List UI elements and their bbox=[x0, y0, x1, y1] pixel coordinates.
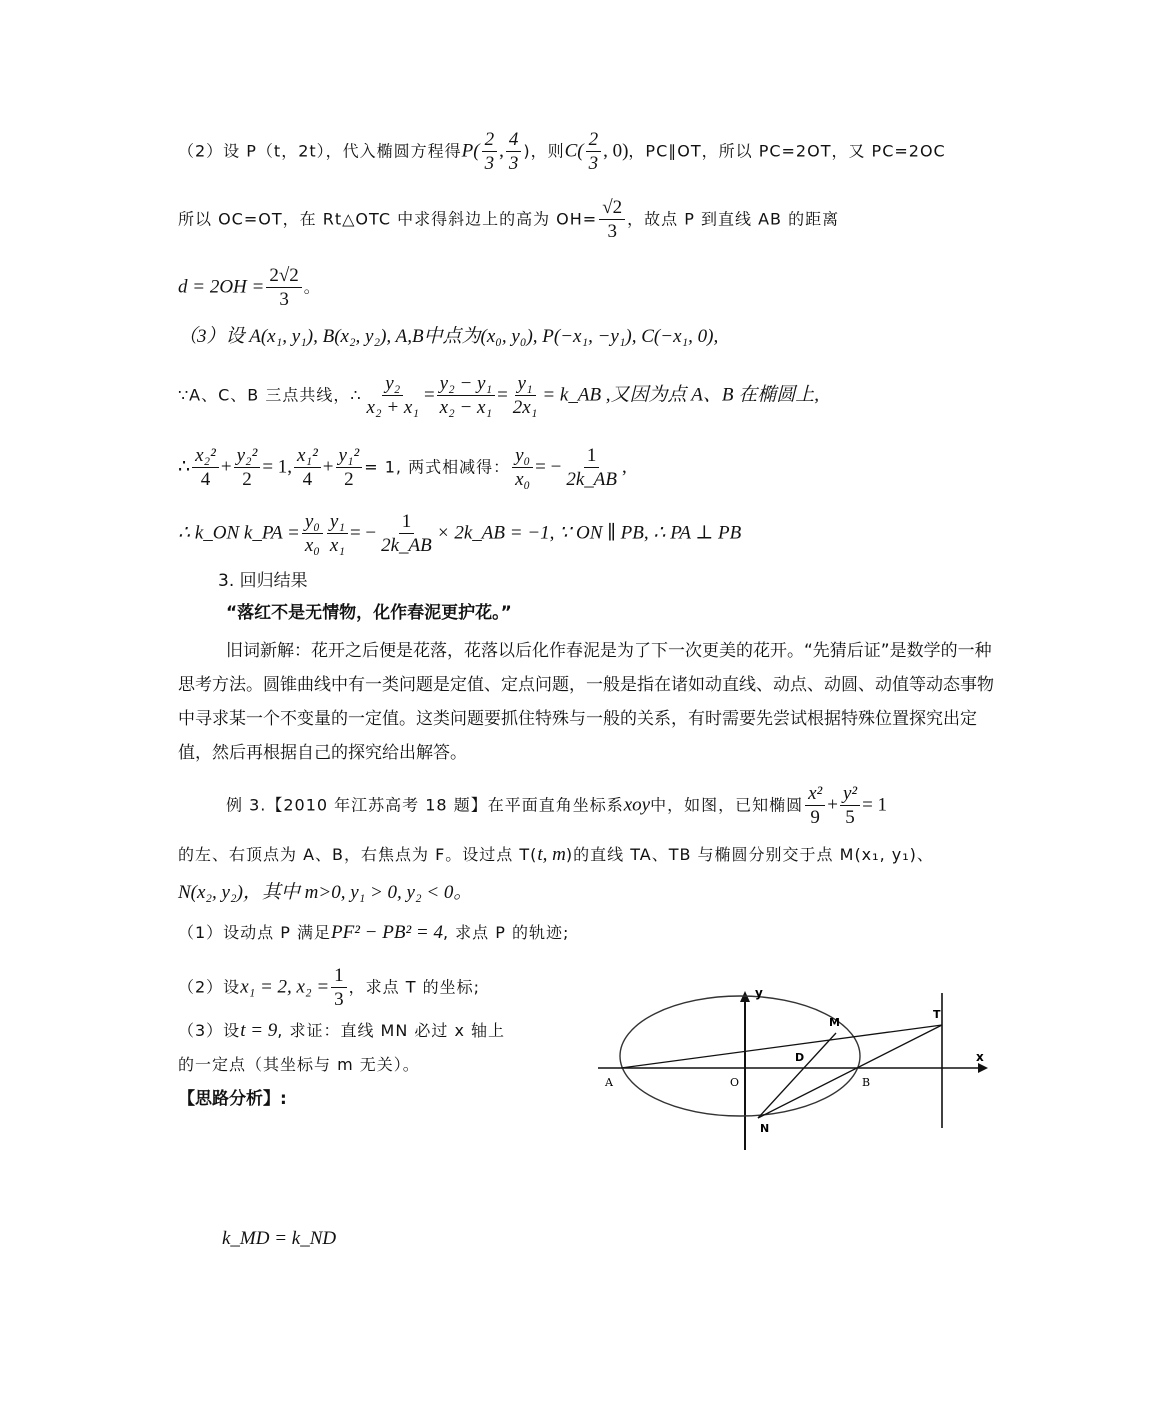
p3-line-4: ∴ k_ON k_PA = $\frac{\text{y₀}}{\text{x₀}}$ $\frac{\text{y₁}}{\text{x₁}}$ = − $\frac{1}{2k\_AB}$ × 2k_AB = −1, ∵ ON ∥ PB, ∴ PA ⊥ PB bbox=[178, 511, 742, 556]
p2-line-1: （2）设 P（t，2t），代入椭圆方程得P( $\frac{2}{3}$ , $\frac{4}{3}$ )，则C( $\frac{2}{3}$ , 0)，PC∥OT，所以 PC=2OT，又 PC=2OC bbox=[178, 129, 946, 174]
line-TA bbox=[621, 1025, 942, 1068]
fraction-h2: $\frac{\text{y₁}}{\text{x₁}}$ bbox=[327, 512, 348, 556]
fraction-x2-over-9: $\frac{\text{x²}}{9}$ bbox=[805, 784, 825, 828]
example-line-1: 例 3.【2010 年江苏高考 18 题】在平面直角坐标系xoy中，如图，已知椭圆 $\frac{\text{x²}}{9}$ + $\frac{\text{y²}}{5}$ = 1 bbox=[226, 783, 888, 828]
fraction-2root2-over-3: $\frac{2√2}{3}$ bbox=[266, 266, 301, 310]
fraction-two-thirds: $\frac{2}{3}$ bbox=[482, 130, 498, 174]
fraction-g1: $\frac{\text{x₂²}}{4}$ bbox=[192, 446, 219, 490]
fraction-g3: $\frac{\text{x₁²}}{4}$ bbox=[294, 446, 321, 490]
fraction-g6: $\frac{1}{2k\_AB}$ bbox=[566, 445, 617, 490]
p3-line-2: ∵A、C、B 三点共线，∴ $\frac{\text{y₂}}{\text{x₂ + x₁}}$ = $\frac{\text{y₂ − y₁}}{\text{x₂ − x₁}}$ = $\frac{\text{y₁}}{\text{2x₁}}$ = k_AB ,又因为点 A、B 在椭圆上, bbox=[178, 373, 820, 418]
question-3b: 的一定点（其坐标与 m 无关）。 bbox=[178, 1055, 420, 1074]
line-TB bbox=[758, 1025, 942, 1118]
label-x: x bbox=[976, 1050, 984, 1064]
example-line-2: 的左、右顶点为 A、B，右焦点为 F。设过点 T(t, m)的直线 TA、TB 与椭圆分别交于点 M(x₁, y₁)、 bbox=[178, 844, 934, 865]
fraction-g5: $\frac{\text{y₀}}{\text{x₀}}$ bbox=[512, 446, 533, 490]
quote: “落红不是无情物，化作春泥更护花。” bbox=[226, 603, 512, 623]
x-arrow-icon bbox=[978, 1063, 988, 1073]
question-2: （2）设x₁ = 2, x₂ = $\frac{1}{3}$ ，求点 T 的坐标; bbox=[178, 965, 481, 1010]
ellipse bbox=[620, 996, 860, 1116]
label-D: D bbox=[795, 1051, 805, 1064]
p3-line-3: ∴ $\frac{\text{x₂²}}{4}$ + $\frac{\text{y₂²}}{2}$ = 1, $\frac{\text{x₁²}}{4}$ + $\frac{\text{y₁²}}{2}$ = 1, 两式相减得： $\frac{\text{y₀}}{\text{x₀}}$ = − $\frac{1}{2k\_AB}$ , bbox=[178, 445, 627, 490]
question-3a: （3）设t = 9, 求证：直线 MN 必过 x 轴上 bbox=[178, 1020, 506, 1041]
p2-line-3: d = 2OH = $\frac{2√2}{3}$ 。 bbox=[178, 265, 321, 310]
label-A: A bbox=[605, 1076, 613, 1089]
fraction-g2: $\frac{\text{y₂²}}{2}$ bbox=[234, 446, 261, 490]
fraction-two-thirds-c: $\frac{2}{3}$ bbox=[586, 130, 602, 174]
fraction-four-thirds: $\frac{4}{3}$ bbox=[506, 130, 522, 174]
label-T: T bbox=[933, 1008, 941, 1021]
question-1: （1）设动点 P 满足PF² − PB² = 4, 求点 P 的轨迹; bbox=[178, 922, 570, 943]
label-O: O bbox=[730, 1076, 740, 1089]
section-heading: 3. 回归结果 bbox=[218, 571, 308, 591]
analysis-heading: 【思路分析】: bbox=[178, 1089, 287, 1109]
fraction-root2-over-3: $\frac{√2}{3}$ bbox=[599, 198, 625, 242]
label-N: N bbox=[760, 1122, 770, 1135]
fraction-h1: $\frac{\text{y₀}}{\text{x₀}}$ bbox=[302, 512, 323, 556]
fraction-y1-over-2x1: $\frac{\text{y₁}}{\text{2x₁}}$ bbox=[512, 373, 538, 418]
final-formula: k_MD = k_ND bbox=[222, 1228, 337, 1249]
label-M: M bbox=[829, 1016, 840, 1029]
label-y: y bbox=[755, 986, 763, 1000]
line-MN bbox=[758, 1033, 836, 1118]
fraction-y2-over-5: $\frac{\text{y²}}{5}$ bbox=[840, 784, 860, 828]
fraction-one-third: $\frac{1}{3}$ bbox=[331, 966, 347, 1010]
example-line-3: N(x₂, y₂)，其中 m>0, y₁ > 0, y₂ < 0。 bbox=[178, 882, 473, 903]
fraction-diff: $\frac{\text{y₂ − y₁}}{\text{x₂ − x₁}}$ bbox=[437, 374, 495, 418]
paragraph: 旧词新解：花开之后便是花落，花落以后化作春泥是为了下一次更美的花开。“先猜后证”是数学的一种思考方法。圆锥曲线中有一类问题是定值、定点问题，一般是指在诸如动直线、动点、动圆、动值等动态事物中寻求某一个不变量的一定值。这类问题要抓住特殊与一般的关系，有时需要先尝试根据特殊位置探究出定值，然后再根据自己的探究给出解答。 bbox=[178, 641, 994, 763]
p3-line-1: （3）设 A(x₁, y₁), B(x₂, y₂), A,B中点为(x₀, y₀), P(−x₁, −y₁), C(−x₁, 0), bbox=[178, 326, 719, 347]
ellipse-figure bbox=[590, 985, 1010, 1155]
label-B: B bbox=[862, 1076, 871, 1089]
fraction-y2-over-sum: $\frac{\text{y₂}}{\text{x₂ + x₁}}$ bbox=[366, 373, 419, 418]
fraction-h3: $\frac{1}{2k\_AB}$ bbox=[381, 511, 432, 556]
p2-line-2: 所以 OC=OT，在 Rt△OTC 中求得斜边上的高为 OH= $\frac{√2}{3}$ ，故点 P 到直线 AB 的距离 bbox=[178, 197, 840, 242]
fraction-g4: $\frac{\text{y₁²}}{2}$ bbox=[336, 446, 363, 490]
